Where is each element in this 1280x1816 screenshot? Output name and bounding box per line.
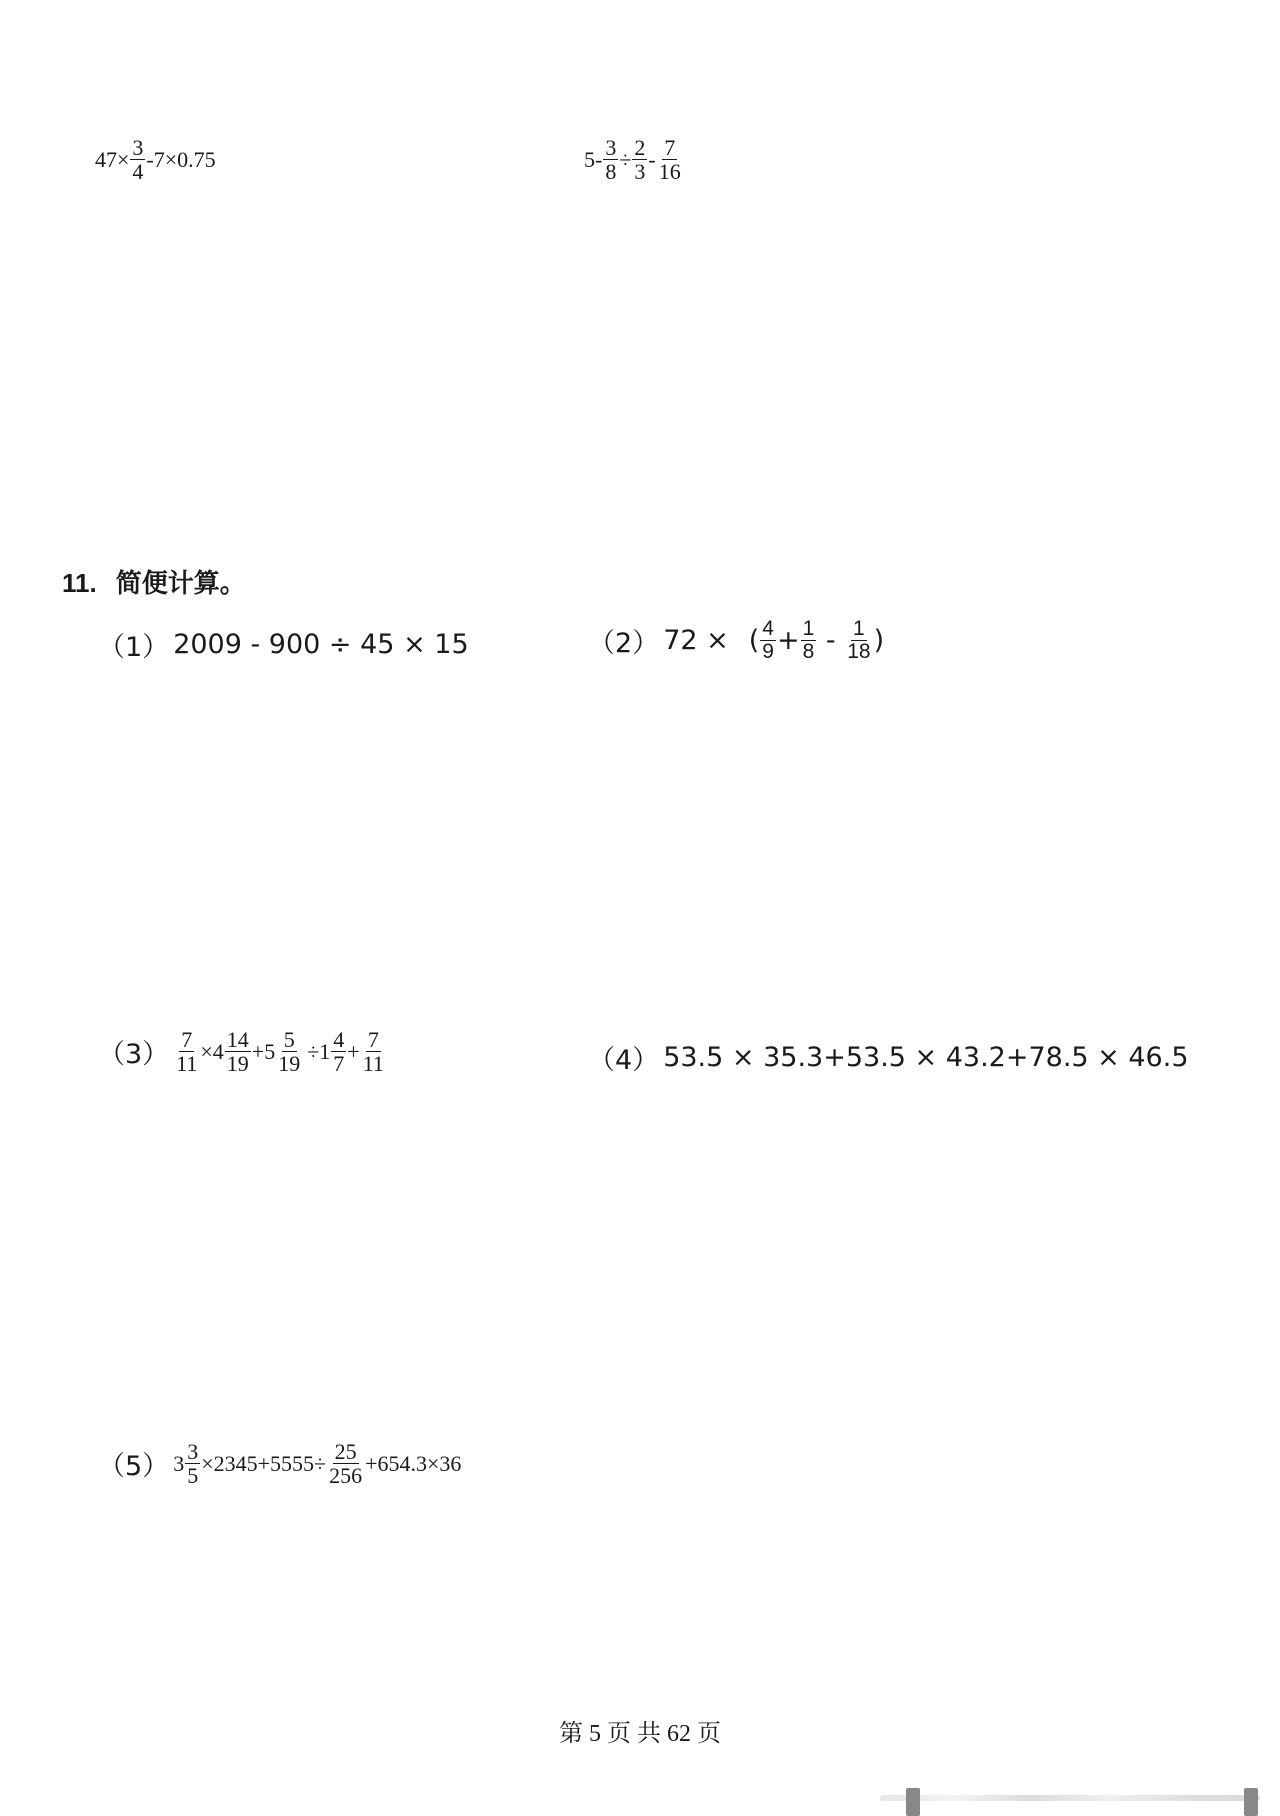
item-5	[98, 1440, 461, 1487]
item-label: （5）	[98, 1451, 170, 1483]
fraction: $\frac{7}{11}$	[362, 1027, 384, 1077]
question-number: 11.	[62, 568, 97, 598]
item-5-math: 3 $\frac{3}{5}$ ×2345+5555÷ $\frac{25}{256}$ +654.3×36	[173, 1439, 462, 1489]
item-label: （2）	[588, 628, 660, 660]
expression-b: 5- $\frac{3}{8}$ ÷ $\frac{2}{3}$ - $\frac{7}{16}$	[584, 135, 681, 185]
question-heading	[62, 563, 246, 600]
item-2: （2） 72 × ( $\frac{4}{9}$ + $\frac{1}{8}$ - $\frac{1}{18}$ )	[588, 617, 885, 664]
fraction: $\frac{2}{3}$	[634, 135, 646, 185]
fraction: $\frac{7}{16}$	[658, 135, 681, 185]
horizontal-scrollbar[interactable]	[880, 1795, 1260, 1801]
fraction: $\frac{14}{19}$	[226, 1027, 249, 1077]
fraction: $\frac{1}{18}$	[847, 617, 871, 664]
page-footer: 第 5 页 共 62 页	[559, 1721, 721, 1747]
fraction: $\frac{3}{8}$	[605, 135, 617, 185]
fraction: $\frac{3}{5}$	[187, 1439, 199, 1489]
item-4	[588, 1038, 1189, 1077]
fraction: $\frac{25}{256}$	[329, 1439, 363, 1489]
item-label: （3）	[98, 1039, 170, 1071]
expr-a-part1: 47×	[95, 146, 130, 172]
scrollbar-right-cap[interactable]	[1244, 1788, 1258, 1816]
fraction: $\frac{4}{9}$	[762, 617, 774, 664]
item-expression: 2009 - 900 ÷ 45 × 15	[173, 629, 469, 660]
fraction: $\frac{5}{19}$	[278, 1027, 301, 1077]
item-label: （1）	[98, 632, 170, 663]
expr-a-part2: -7×0.75	[146, 146, 216, 172]
item-1	[98, 625, 469, 664]
fraction: $\frac{3}{4}$	[132, 135, 144, 185]
fraction: $\frac{7}{11}$	[176, 1027, 198, 1077]
scrollbar-left-cap[interactable]	[906, 1788, 920, 1816]
item-3-math: $\frac{7}{11}$ ×4 $\frac{14}{19}$ +5 $\frac{5}{19}$ ÷1 $\frac{4}{7}$ + $\frac{7}{11}$	[176, 1027, 384, 1077]
fraction: $\frac{1}{8}$	[802, 617, 815, 664]
item-3	[98, 1028, 387, 1075]
fraction: $\frac{4}{7}$	[333, 1027, 345, 1077]
question-title: 简便计算。	[115, 569, 246, 599]
item-expression: 53.5 × 35.3+53.5 × 43.2+78.5 × 46.5	[663, 1042, 1189, 1073]
item-label: （4）	[588, 1045, 660, 1076]
expression-a	[95, 136, 216, 183]
